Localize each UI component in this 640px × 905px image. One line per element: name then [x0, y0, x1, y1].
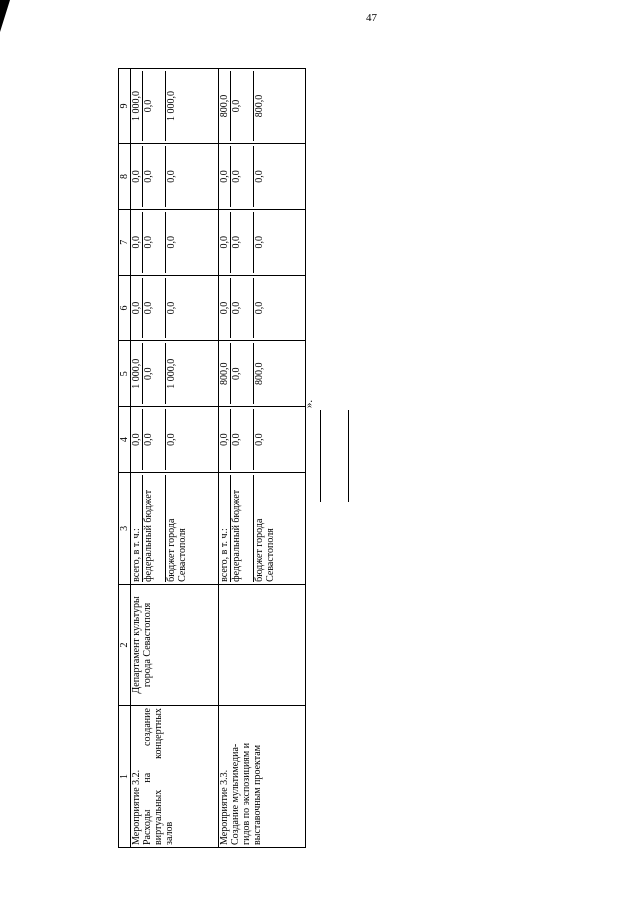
- closing-quote: ».: [303, 399, 316, 409]
- value-city: 800,0: [253, 362, 265, 386]
- value-total: 0,0: [131, 212, 143, 273]
- page-number: 47: [366, 12, 377, 24]
- value-cell-6: [131, 275, 219, 341]
- value-federal: 0,0: [231, 212, 254, 273]
- value-city: 0,0: [166, 433, 177, 446]
- value-city: 0,0: [166, 301, 177, 315]
- activity-desc-line: Создание мультимедиа-: [229, 743, 241, 845]
- col-header-9: 9: [119, 69, 131, 144]
- value-federal: 0,0: [143, 71, 166, 141]
- signature-line-short: [320, 410, 321, 502]
- value-federal: 0,0: [143, 278, 166, 339]
- value-city: 1 000,0: [166, 358, 177, 389]
- value-city: 0,0: [253, 301, 265, 315]
- value-total: 0,0: [131, 409, 143, 470]
- value-cell-6: [218, 275, 306, 341]
- value-federal: 0,0: [143, 146, 166, 207]
- value-cell-4: [131, 407, 219, 473]
- value-cell-9: [218, 69, 306, 144]
- value-total: 1 000,0: [131, 343, 143, 404]
- source-federal: федеральный бюджет: [143, 475, 166, 582]
- source-cell: [131, 472, 219, 584]
- value-total: 0,0: [131, 278, 143, 339]
- source-cell: [218, 472, 306, 584]
- value-total: 0,0: [219, 278, 231, 339]
- source-city: бюджет города Севастополя: [253, 518, 276, 582]
- department-cell: [218, 584, 306, 705]
- value-cell-5: [131, 341, 219, 407]
- value-total: 0,0: [219, 212, 231, 273]
- table-row: [218, 69, 306, 848]
- value-federal: 0,0: [231, 409, 254, 470]
- rotated-table-wrapper: [118, 68, 306, 848]
- value-cell-7: [131, 209, 219, 275]
- scan-corner-mark: [0, 0, 10, 32]
- header-row: [119, 69, 131, 848]
- col-header-3: 3: [119, 472, 131, 584]
- value-city: 800,0: [253, 94, 265, 118]
- signature-line-long: [348, 410, 349, 502]
- activity-cell: [131, 706, 219, 848]
- activity-title: Мероприятие 3.2.: [131, 769, 142, 845]
- value-total: 0,0: [219, 409, 231, 470]
- value-city: 0,0: [166, 235, 177, 249]
- value-federal: 0,0: [231, 146, 254, 207]
- activity-desc-line: Расходы на создание: [142, 708, 153, 845]
- activity-desc-line: выставочным проектам: [251, 744, 263, 845]
- activity-cell: [218, 706, 306, 848]
- col-header-1: 1: [119, 706, 131, 848]
- value-cell-9: [131, 69, 219, 144]
- activity-title: Мероприятие 3.3.: [218, 769, 230, 845]
- value-total: 1 000,0: [131, 71, 143, 141]
- col-header-6: 6: [119, 275, 131, 341]
- col-header-2: 2: [119, 584, 131, 705]
- activity-desc-line: залов: [164, 821, 175, 845]
- value-city: 0,0: [253, 170, 265, 183]
- value-city: 0,0: [253, 235, 265, 249]
- value-federal: 0,0: [231, 343, 254, 404]
- value-cell-5: [218, 341, 306, 407]
- value-city: 0,0: [253, 433, 265, 446]
- value-total: 0,0: [219, 146, 231, 207]
- value-cell-4: [218, 407, 306, 473]
- department-cell: Департамент культуры города Севастополя: [131, 584, 219, 705]
- value-federal: 0,0: [143, 212, 166, 273]
- value-cell-8: [218, 144, 306, 210]
- value-city: 0,0: [166, 170, 177, 183]
- activity-desc-line: гидов по экспозициям и: [240, 742, 252, 845]
- value-total: 0,0: [131, 146, 143, 207]
- value-cell-8: [131, 144, 219, 210]
- source-total: всего, в т. ч.:: [219, 475, 231, 582]
- value-cell-7: [218, 209, 306, 275]
- col-header-5: 5: [119, 341, 131, 407]
- source-total: всего, в т. ч.:: [131, 475, 143, 582]
- budget-table: [118, 68, 306, 848]
- activity-desc-line: виртуальных концертных: [153, 708, 164, 845]
- source-federal: федеральный бюджет: [231, 475, 254, 582]
- source-city: бюджет города Севастополя: [166, 518, 188, 582]
- value-total: 800,0: [219, 71, 231, 141]
- col-header-4: 4: [119, 407, 131, 473]
- value-total: 800,0: [219, 343, 231, 404]
- value-federal: 0,0: [143, 409, 166, 470]
- col-header-8: 8: [119, 144, 131, 210]
- value-federal: 0,0: [231, 278, 254, 339]
- value-federal: 0,0: [143, 343, 166, 404]
- table-row: [131, 69, 219, 848]
- value-federal: 0,0: [231, 71, 254, 141]
- col-header-7: 7: [119, 209, 131, 275]
- value-city: 1 000,0: [166, 91, 177, 122]
